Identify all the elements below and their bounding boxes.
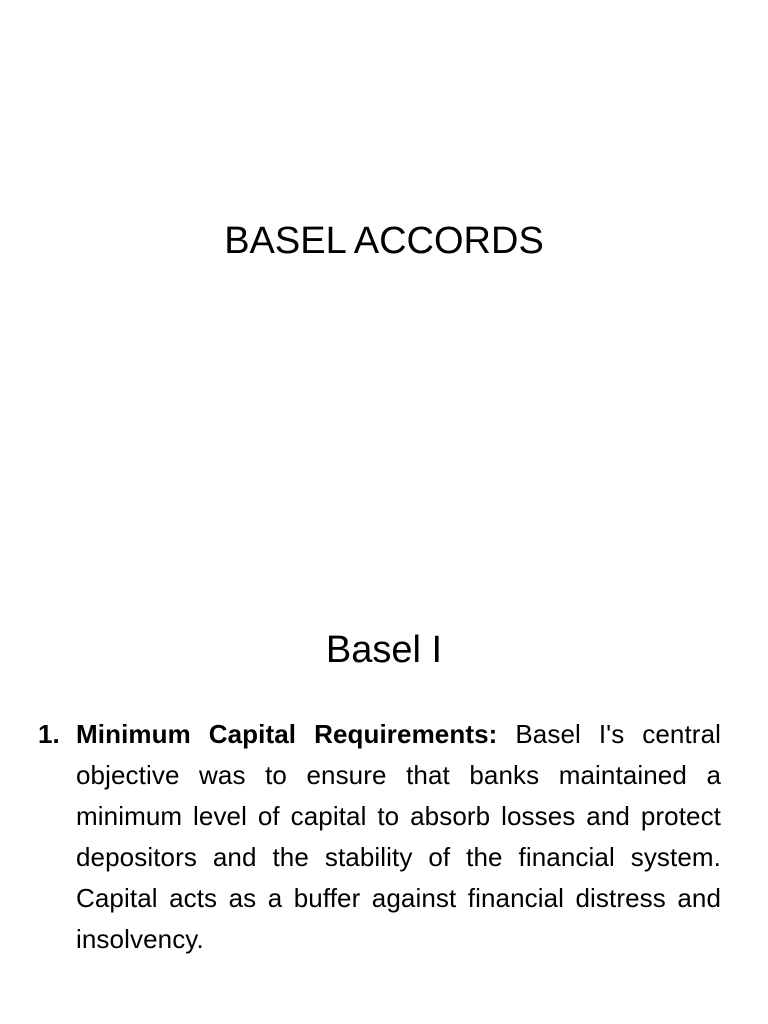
list-item-number: 1. <box>38 719 60 749</box>
section-heading: Basel I <box>325 629 443 671</box>
slide-title: BASEL ACCORDS <box>224 220 544 262</box>
list-item <box>38 714 721 960</box>
numbered-list <box>38 714 721 960</box>
list-item-text: Basel I's central objective was to ensure that banks maintained a minimum level of capital to absorb losses and protect depositors and the stability of the financial system. Capital acts as a buffer against financial distress and insolvency. <box>76 719 722 954</box>
list-item-heading: Minimum Capital Requirements: <box>76 719 516 749</box>
